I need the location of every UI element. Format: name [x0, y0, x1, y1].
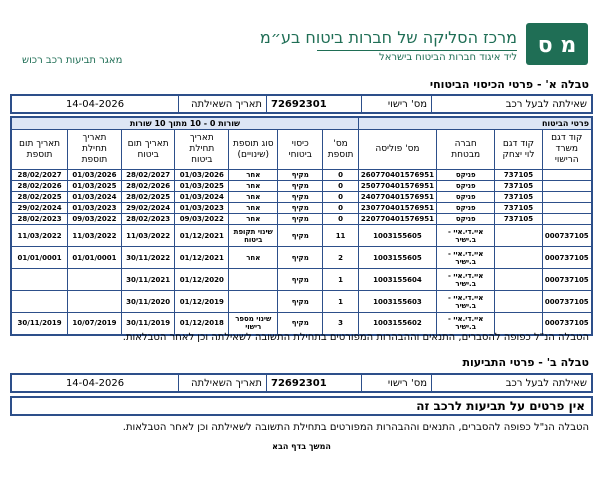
- no-claims-message: אין פרטים על תביעות לרכב זה: [10, 396, 593, 416]
- table-cell: [68, 291, 122, 313]
- table-row: [11, 247, 592, 269]
- table-cell: 1003155602: [358, 313, 436, 335]
- table-cell: אחר: [229, 192, 278, 203]
- table-cell: 000737105: [542, 291, 592, 313]
- table-cell: 250770401576951: [358, 181, 436, 192]
- table-cell: 10/07/2019: [68, 313, 122, 335]
- table-header-row: [11, 130, 592, 170]
- table-row: [11, 225, 592, 247]
- section-a-note: הטבלה הנ"ל כפופה להסברים, התנאים וההבהרות המפורטים בתחילת התשובה לשאילתה וכן לאחר הטבלאות.: [122, 332, 589, 343]
- column-header: תאריך תחילת ביטוח: [175, 130, 229, 170]
- table-cell: 260770401576951: [358, 170, 436, 181]
- table-cell: [495, 269, 542, 291]
- table-cell: 01/03/2025: [68, 181, 122, 192]
- table-cell: 1003155605: [358, 225, 436, 247]
- table-cell: מקיף: [278, 203, 323, 214]
- table-row: [11, 214, 592, 225]
- table-cell: מקיף: [278, 192, 323, 203]
- table-cell: מקיף: [278, 269, 323, 291]
- query-date-label: תאריך השאילתה: [178, 375, 266, 391]
- page-header: [0, 0, 603, 86]
- org-logo-icon: [525, 22, 589, 66]
- table-cell: 01/12/2019: [175, 291, 229, 313]
- table-cell: 28/02/2025: [121, 192, 175, 203]
- table-cell: 737105: [495, 181, 542, 192]
- table-cell: 01/12/2020: [175, 269, 229, 291]
- table-cell: מקיף: [278, 170, 323, 181]
- column-header: קוד דגם לוי יצחק: [495, 130, 542, 170]
- org-subtitle: ליד איגוד חברות הביטוח בישראל: [379, 52, 517, 63]
- table-cell: 01/03/2024: [68, 192, 122, 203]
- table-cell: 01/12/2018: [175, 313, 229, 335]
- table-cell: 737105: [495, 203, 542, 214]
- table-row: [11, 170, 592, 181]
- table-row: [11, 192, 592, 203]
- column-header: סוג תוספת (שינויים): [229, 130, 278, 170]
- table-cell: 11/03/2022: [121, 225, 175, 247]
- table-cell: מקיף: [278, 214, 323, 225]
- section-b-note: הטבלה הנ"ל כפופה להסברים, התנאים וההבהרות המפורטים בתחילת התשובה לשאילתה וכן לאחר הטבלאות.: [122, 422, 589, 433]
- table-cell: פניקס: [436, 214, 494, 225]
- table-cell: [542, 192, 592, 203]
- table-cell: מקיף: [278, 247, 323, 269]
- license-label: מס' רישוי: [361, 96, 431, 112]
- column-header: חברה מבטחת: [436, 130, 494, 170]
- table-cell: 220770401576951: [358, 214, 436, 225]
- table-cell: [495, 225, 542, 247]
- section-b-title: טבלה ב' - פרטי התביעות: [462, 356, 589, 369]
- table-cell: 28/02/2023: [121, 214, 175, 225]
- table-cell: איי.די.איי - ב.ישיר: [436, 269, 494, 291]
- table-cell: מקיף: [278, 291, 323, 313]
- table-cell: 28/02/2027: [11, 170, 68, 181]
- org-name: מרכז הסליקה של חברות ביטוח בע״מ: [259, 28, 517, 47]
- table-cell: [542, 203, 592, 214]
- table-cell: 28/02/2025: [11, 192, 68, 203]
- column-header: תאריך תחילת תוספת: [68, 130, 122, 170]
- license-label: מס' רישוי: [361, 375, 431, 391]
- table-cell: 01/12/2021: [175, 225, 229, 247]
- table-cell: 0: [323, 203, 359, 214]
- table-cell: [542, 214, 592, 225]
- query-date-value: 14-04-2026: [65, 98, 125, 110]
- table-cell: אחר: [229, 247, 278, 269]
- table-cell: 28/02/2027: [121, 170, 175, 181]
- table-cell: 30/11/2022: [121, 247, 175, 269]
- table-cell: פניקס: [436, 192, 494, 203]
- table-cell: מקיף: [278, 225, 323, 247]
- svg-text:מ ס: מ ס: [537, 33, 577, 58]
- table-cell: 09/03/2022: [175, 214, 229, 225]
- table-cell: 1003155603: [358, 291, 436, 313]
- table-cell: 11/03/2022: [11, 225, 68, 247]
- query-label: שאילתה לבעל רכב: [431, 96, 591, 112]
- repository-name: מאגר תביעות רכב רכוש: [22, 55, 123, 66]
- table-cell: 01/01/0001: [11, 247, 68, 269]
- table-cell: 01/12/2021: [175, 247, 229, 269]
- table-cell: 3: [323, 313, 359, 335]
- table-cell: 000737105: [542, 247, 592, 269]
- column-header: כיסוי ביטוחי: [278, 130, 323, 170]
- table-cell: [11, 269, 68, 291]
- table-cell: 30/11/2020: [121, 291, 175, 313]
- table-cell: 240770401576951: [358, 192, 436, 203]
- table-cell: 0: [323, 181, 359, 192]
- table-cell: שינוי מספר רישוי: [229, 313, 278, 335]
- query-label: שאילתה לבעל רכב: [431, 375, 591, 391]
- license-value: 72692301: [266, 375, 361, 391]
- table-cell: 0: [323, 214, 359, 225]
- table-cell: 737105: [495, 214, 542, 225]
- table-cell: אחר: [229, 170, 278, 181]
- table-cell: 1003155605: [358, 247, 436, 269]
- table-cell: 30/11/2019: [121, 313, 175, 335]
- table-cell: 28/02/2026: [121, 181, 175, 192]
- table-cell: 30/11/2019: [11, 313, 68, 335]
- table-cell: 28/02/2026: [11, 181, 68, 192]
- table-cell: 737105: [495, 192, 542, 203]
- table-cell: 230770401576951: [358, 203, 436, 214]
- table-cell: איי.די.איי - ב.ישיר: [436, 225, 494, 247]
- table-cell: 1: [323, 269, 359, 291]
- insurance-coverage-table: [10, 116, 593, 336]
- table-cell: 1: [323, 291, 359, 313]
- table-row: [11, 203, 592, 214]
- table-cell: 01/03/2024: [175, 192, 229, 203]
- query-box-a: [10, 94, 593, 114]
- insurance-details-label: פרטי הביטוח: [358, 117, 592, 130]
- table-bar: [11, 117, 592, 130]
- table-cell: [542, 170, 592, 181]
- table-cell: איי.די.איי - ב.ישיר: [436, 247, 494, 269]
- table-cell: 01/03/2025: [175, 181, 229, 192]
- table-cell: [229, 269, 278, 291]
- continue-next-page: המשך בדף הבא: [272, 442, 331, 451]
- table-row: [11, 269, 592, 291]
- divider: [317, 50, 517, 51]
- table-cell: פניקס: [436, 203, 494, 214]
- table-cell: 000737105: [542, 313, 592, 335]
- column-header: קוד דגם משרד הרישוי: [542, 130, 592, 170]
- table-cell: [542, 181, 592, 192]
- query-box-b: [10, 373, 593, 393]
- table-cell: 01/03/2026: [68, 170, 122, 181]
- table-cell: [11, 291, 68, 313]
- table-cell: 11/03/2022: [68, 225, 122, 247]
- table-cell: 01/03/2026: [175, 170, 229, 181]
- table-cell: 000737105: [542, 269, 592, 291]
- table-cell: מקיף: [278, 181, 323, 192]
- table-cell: 29/02/2024: [121, 203, 175, 214]
- table-row: [11, 291, 592, 313]
- table-cell: 01/03/2023: [175, 203, 229, 214]
- rows-info: שורות 0 - 10 מתוך 10 שורות: [11, 117, 358, 130]
- table-cell: 30/11/2021: [121, 269, 175, 291]
- table-cell: אחר: [229, 203, 278, 214]
- table-cell: 28/02/2023: [11, 214, 68, 225]
- column-header: מס' תוספת: [323, 130, 359, 170]
- section-a-title: טבלה א' - פרטי הכיסוי הביטוחי: [429, 78, 589, 91]
- table-cell: איי.די.איי - ב.ישיר: [436, 313, 494, 335]
- table-cell: [68, 269, 122, 291]
- license-value: 72692301: [266, 96, 361, 112]
- query-date-label: תאריך השאילתה: [178, 96, 266, 112]
- table-cell: 01/03/2023: [68, 203, 122, 214]
- table-cell: [495, 291, 542, 313]
- table-cell: מקיף: [278, 313, 323, 335]
- table-cell: 737105: [495, 170, 542, 181]
- column-header: תאריך תום ביטוח: [121, 130, 175, 170]
- table-row: [11, 181, 592, 192]
- table-cell: 0: [323, 192, 359, 203]
- table-cell: [229, 291, 278, 313]
- table-cell: פניקס: [436, 181, 494, 192]
- table-cell: פניקס: [436, 170, 494, 181]
- table-cell: שינוי תקופת ביטוח: [229, 225, 278, 247]
- table-cell: איי.די.איי - ב.ישיר: [436, 291, 494, 313]
- column-header: תאריך תום תוספת: [11, 130, 68, 170]
- table-cell: 29/02/2024: [11, 203, 68, 214]
- table-body: [11, 170, 592, 335]
- table-cell: 1003155604: [358, 269, 436, 291]
- table-cell: 01/01/0001: [68, 247, 122, 269]
- table-cell: [495, 247, 542, 269]
- table-cell: 09/03/2022: [68, 214, 122, 225]
- table-cell: 0: [323, 170, 359, 181]
- table-cell: 000737105: [542, 225, 592, 247]
- column-header: מס' פוליסה: [358, 130, 436, 170]
- table-cell: 11: [323, 225, 359, 247]
- table-cell: 2: [323, 247, 359, 269]
- table-cell: אחר: [229, 181, 278, 192]
- query-date-value: 14-04-2026: [65, 377, 125, 389]
- table-cell: אחר: [229, 214, 278, 225]
